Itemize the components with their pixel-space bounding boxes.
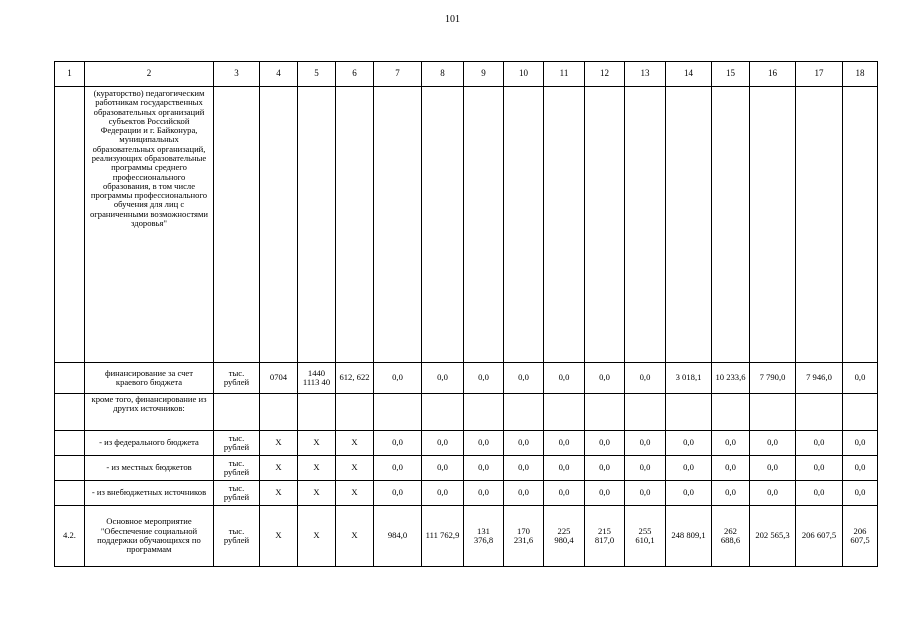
table-cell: 10 233,6 (712, 363, 750, 394)
table-cell (422, 394, 464, 431)
table-cell: 215 817,0 (585, 506, 625, 567)
table-cell (260, 87, 298, 363)
row-number (55, 363, 85, 394)
table-cell: 0,0 (464, 481, 504, 506)
table-cell: тыс. рублей (214, 481, 260, 506)
header-cell: 16 (750, 62, 796, 87)
table-cell: 0,0 (666, 481, 712, 506)
table-cell: 0,0 (585, 481, 625, 506)
table-cell (712, 87, 750, 363)
table-cell: 0,0 (585, 431, 625, 456)
table-cell: 255 610,1 (625, 506, 666, 567)
table-cell (504, 394, 544, 431)
table-cell (666, 394, 712, 431)
row-description: - из внебюджетных источников (85, 481, 214, 506)
table-cell (750, 87, 796, 363)
table-cell: 0,0 (374, 363, 422, 394)
table-cell: 0,0 (374, 431, 422, 456)
table-cell (214, 87, 260, 363)
table-cell (504, 87, 544, 363)
table-cell (374, 87, 422, 363)
table-cell: 0,0 (374, 456, 422, 481)
table-cell: 984,0 (374, 506, 422, 567)
table-row (55, 456, 878, 481)
table-cell: 1440 1113 40 (298, 363, 336, 394)
table-cell: 0,0 (750, 481, 796, 506)
table-cell: 0,0 (422, 363, 464, 394)
table-cell: 0,0 (504, 456, 544, 481)
table-cell: X (298, 506, 336, 567)
table-cell: 202 565,3 (750, 506, 796, 567)
table-row (55, 87, 878, 363)
header-cell: 17 (796, 62, 843, 87)
table-cell (298, 87, 336, 363)
table-cell: 0,0 (464, 456, 504, 481)
table-cell: 0,0 (625, 481, 666, 506)
table-cell: тыс. рублей (214, 506, 260, 567)
table-cell: 0,0 (544, 431, 585, 456)
header-cell: 1 (55, 62, 85, 87)
table-cell (298, 394, 336, 431)
header-cell: 8 (422, 62, 464, 87)
row-number: 4.2. (55, 506, 85, 567)
table-cell: X (298, 456, 336, 481)
header-cell: 14 (666, 62, 712, 87)
table-cell: 7 946,0 (796, 363, 843, 394)
table-cell: 0,0 (625, 363, 666, 394)
table-cell: 0,0 (843, 431, 878, 456)
table-cell: 170 231,6 (504, 506, 544, 567)
table-cell: 0,0 (544, 481, 585, 506)
table-cell (422, 87, 464, 363)
table-cell: 0,0 (843, 456, 878, 481)
header-cell: 11 (544, 62, 585, 87)
table-row (55, 481, 878, 506)
table-row (55, 431, 878, 456)
table-cell: X (260, 481, 298, 506)
table-cell (750, 394, 796, 431)
header-cell: 2 (85, 62, 214, 87)
row-description: (кураторство) педагогическим работникам государственных образовательных организаций субъектов Российской Федерации и г. Байконура, муниципальных образовательных организаций, реализующих образовательные программы среднего профессионального образования, в том числе программы профессионального обучения для лиц с ограниченными возможностями здоровья" (85, 87, 214, 363)
table-cell: 225 980,4 (544, 506, 585, 567)
table-cell (464, 87, 504, 363)
table-cell: 111 762,9 (422, 506, 464, 567)
table-cell: 0,0 (544, 456, 585, 481)
row-description: финансирование за счет краевого бюджета (85, 363, 214, 394)
table-cell: 0,0 (843, 481, 878, 506)
header-cell: 9 (464, 62, 504, 87)
header-cell: 5 (298, 62, 336, 87)
table-cell: X (260, 431, 298, 456)
table-cell: 0,0 (666, 456, 712, 481)
table-cell: 0,0 (796, 481, 843, 506)
table-row (55, 506, 878, 567)
row-description: - из местных бюджетов (85, 456, 214, 481)
table-cell: 0,0 (504, 363, 544, 394)
table-cell (336, 394, 374, 431)
table-cell: 0,0 (796, 456, 843, 481)
header-cell: 3 (214, 62, 260, 87)
table-cell: 0,0 (374, 481, 422, 506)
table-cell: 0,0 (422, 456, 464, 481)
table-cell: 0,0 (585, 363, 625, 394)
table-cell (666, 87, 712, 363)
table-cell: 0,0 (422, 431, 464, 456)
table-cell (374, 394, 422, 431)
table-cell: 0,0 (712, 431, 750, 456)
table-cell (544, 394, 585, 431)
table-cell: X (336, 481, 374, 506)
table-cell (544, 87, 585, 363)
row-description: кроме того, финансирование из других источников: (85, 394, 214, 431)
table-cell: 0,0 (750, 431, 796, 456)
row-description: Основное мероприятие "Обеспечение социальной поддержки обучающихся по программам (85, 506, 214, 567)
table-cell (585, 87, 625, 363)
row-number (55, 87, 85, 363)
table-cell: тыс. рублей (214, 431, 260, 456)
budget-table (54, 61, 878, 567)
row-number (55, 481, 85, 506)
table-cell (796, 394, 843, 431)
table-cell (214, 394, 260, 431)
table-cell: 0,0 (750, 456, 796, 481)
table-cell: 248 809,1 (666, 506, 712, 567)
header-cell: 7 (374, 62, 422, 87)
header-cell: 6 (336, 62, 374, 87)
table-cell: X (336, 456, 374, 481)
table-cell: 0,0 (544, 363, 585, 394)
header-cell: 13 (625, 62, 666, 87)
table-cell: 0,0 (464, 363, 504, 394)
row-number (55, 394, 85, 431)
table-cell: 0,0 (796, 431, 843, 456)
table-cell (712, 394, 750, 431)
table-cell: 0,0 (585, 456, 625, 481)
table-cell: X (336, 431, 374, 456)
table-header-row (55, 62, 878, 87)
table-cell: 0,0 (464, 431, 504, 456)
header-cell: 18 (843, 62, 878, 87)
table-cell: 0,0 (422, 481, 464, 506)
table-cell: 0,0 (625, 431, 666, 456)
table-cell: 0704 (260, 363, 298, 394)
table-cell (464, 394, 504, 431)
table-cell: 7 790,0 (750, 363, 796, 394)
table-row (55, 394, 878, 431)
page-number: 101 (445, 14, 460, 25)
table-cell (843, 394, 878, 431)
table-cell: 0,0 (504, 431, 544, 456)
table-cell (843, 87, 878, 363)
header-cell: 4 (260, 62, 298, 87)
table-cell: 206 607,5 (796, 506, 843, 567)
table-cell: X (336, 506, 374, 567)
table-cell: 206 607,5 (843, 506, 878, 567)
header-cell: 15 (712, 62, 750, 87)
table-cell: тыс. рублей (214, 363, 260, 394)
table-cell: тыс. рублей (214, 456, 260, 481)
row-number (55, 456, 85, 481)
table-cell (260, 394, 298, 431)
row-description: - из федерального бюджета (85, 431, 214, 456)
table-cell: X (298, 431, 336, 456)
table-cell (336, 87, 374, 363)
table-cell: 131 376,8 (464, 506, 504, 567)
table-cell: 3 018,1 (666, 363, 712, 394)
table-cell: 0,0 (666, 431, 712, 456)
table-cell: 0,0 (843, 363, 878, 394)
table-row (55, 363, 878, 394)
header-cell: 10 (504, 62, 544, 87)
table-cell: X (260, 456, 298, 481)
table-cell: 0,0 (625, 456, 666, 481)
table-cell: 0,0 (712, 456, 750, 481)
table-cell: 262 688,6 (712, 506, 750, 567)
row-number (55, 431, 85, 456)
table-cell (796, 87, 843, 363)
table-cell: 0,0 (712, 481, 750, 506)
table-cell (625, 394, 666, 431)
table-cell: X (260, 506, 298, 567)
table-cell: 0,0 (504, 481, 544, 506)
table-cell (585, 394, 625, 431)
table-cell: X (298, 481, 336, 506)
table-cell: 612, 622 (336, 363, 374, 394)
header-cell: 12 (585, 62, 625, 87)
table-cell (625, 87, 666, 363)
table-body (55, 87, 878, 567)
